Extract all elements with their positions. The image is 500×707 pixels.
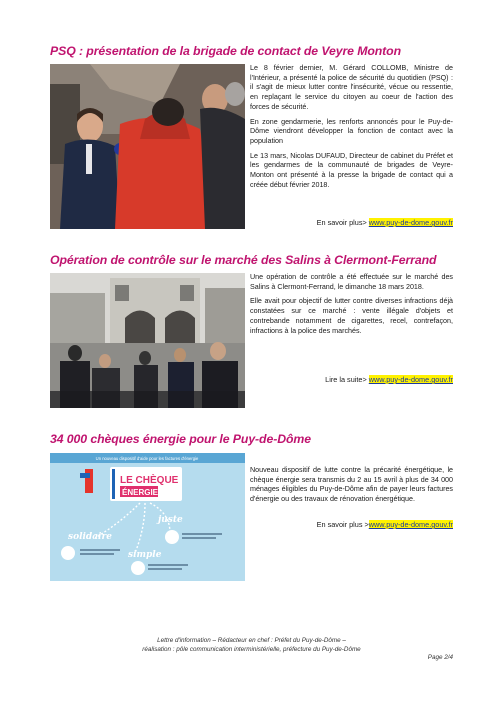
article-title: Opération de contrôle sur le marché des Salins à Clermont-Ferrand (50, 253, 437, 267)
read-more-label: Lire la suite> (325, 375, 369, 384)
page-footer (50, 637, 453, 654)
paragraph: Le 8 février dernier, M. Gérard COLLOMB, Ministre de l'Intérieur, a présenté la police de sécurité du quotidien (PSQ) : il s'agit de mieux lutter contre l'insécurité, vécue ou ressentie, en replaçant le service du citoyen au coeur de l'action des forces de sécurité. (250, 64, 453, 111)
article-psq (50, 44, 453, 234)
article-body (250, 466, 453, 510)
article-body (250, 64, 453, 195)
paragraph: Nouveau dispositif de lutte contre la précarité énergétique, le chèque énergie sera transmis du 2 au 15 avril à plus de 34 000 ménages éligibles du Puy-de-Dôme afin de payer leurs factures d'énergie ou des travaux de rénovation énergétique. (250, 466, 453, 504)
cheque-energie-infographic (50, 453, 245, 581)
paragraph: Le 13 mars, Nicolas DUFAUD, Directeur de cabinet du Préfet et les gendarmes de la communauté de brigades de Veyre-Monton ont présenté à la presse la brigade de contact qui a créée début février 2018. (250, 151, 453, 189)
word-simple: simple (128, 550, 162, 560)
read-more (250, 375, 453, 384)
paragraph: En zone gendarmerie, les renforts annoncés pour le Puy-de-Dôme viendront développer la fonction de contact avec la population (250, 117, 453, 145)
infographic-banner: Un nouveau dispositif d'aide pour les factures d'énergie (95, 456, 199, 461)
read-more-label: En savoir plus > (316, 520, 369, 529)
brand-line-1: LE CHÈQUE (120, 475, 179, 486)
footer-line-1: Lettre d'information – Rédacteur en chef : Préfet du Puy-de-Dôme – (157, 637, 346, 644)
paragraph: Elle avait pour objectif de lutter contre diverses infractions déjà constatées sur ce marché : vente illégale d'objets et contrebande notamment de cigarettes, recel, contrefaçon, infractions à la police des marchés. (250, 297, 453, 335)
prefecture-link[interactable]: www.puy-de-dome.gouv.fr (368, 375, 453, 384)
read-more (250, 218, 453, 227)
market-control-photo (50, 273, 245, 408)
article-cheque-energie (50, 432, 453, 587)
prefecture-link[interactable]: www.puy-de-dome.gouv.fr (368, 520, 453, 529)
prefecture-link[interactable]: www.puy-de-dome.gouv.fr (368, 218, 453, 227)
word-solidaire: solidaire (68, 532, 112, 542)
read-more (250, 520, 453, 529)
word-juste: juste (158, 515, 183, 525)
read-more-label: En savoir plus> (316, 218, 369, 227)
footer-line-2: réalisation : pôle communication interministérielle, préfecture du Puy-de-Dôme (142, 645, 361, 653)
article-title: PSQ : présentation de la brigade de contact de Veyre Monton (50, 44, 402, 58)
article-body (250, 273, 453, 341)
article-marche-salins (50, 253, 453, 413)
brand-line-2: ÉNERGIE (122, 488, 159, 497)
article-title: 34 000 chèques énergie pour le Puy-de-Dôme (50, 432, 311, 446)
press-conference-photo (50, 64, 245, 229)
paragraph: Une opération de contrôle a été effectuée sur le marché des Salins à Clermont-Ferrand, le dimanche 18 mars 2018. (250, 273, 453, 291)
page-number: Page 2/4 (427, 654, 453, 661)
